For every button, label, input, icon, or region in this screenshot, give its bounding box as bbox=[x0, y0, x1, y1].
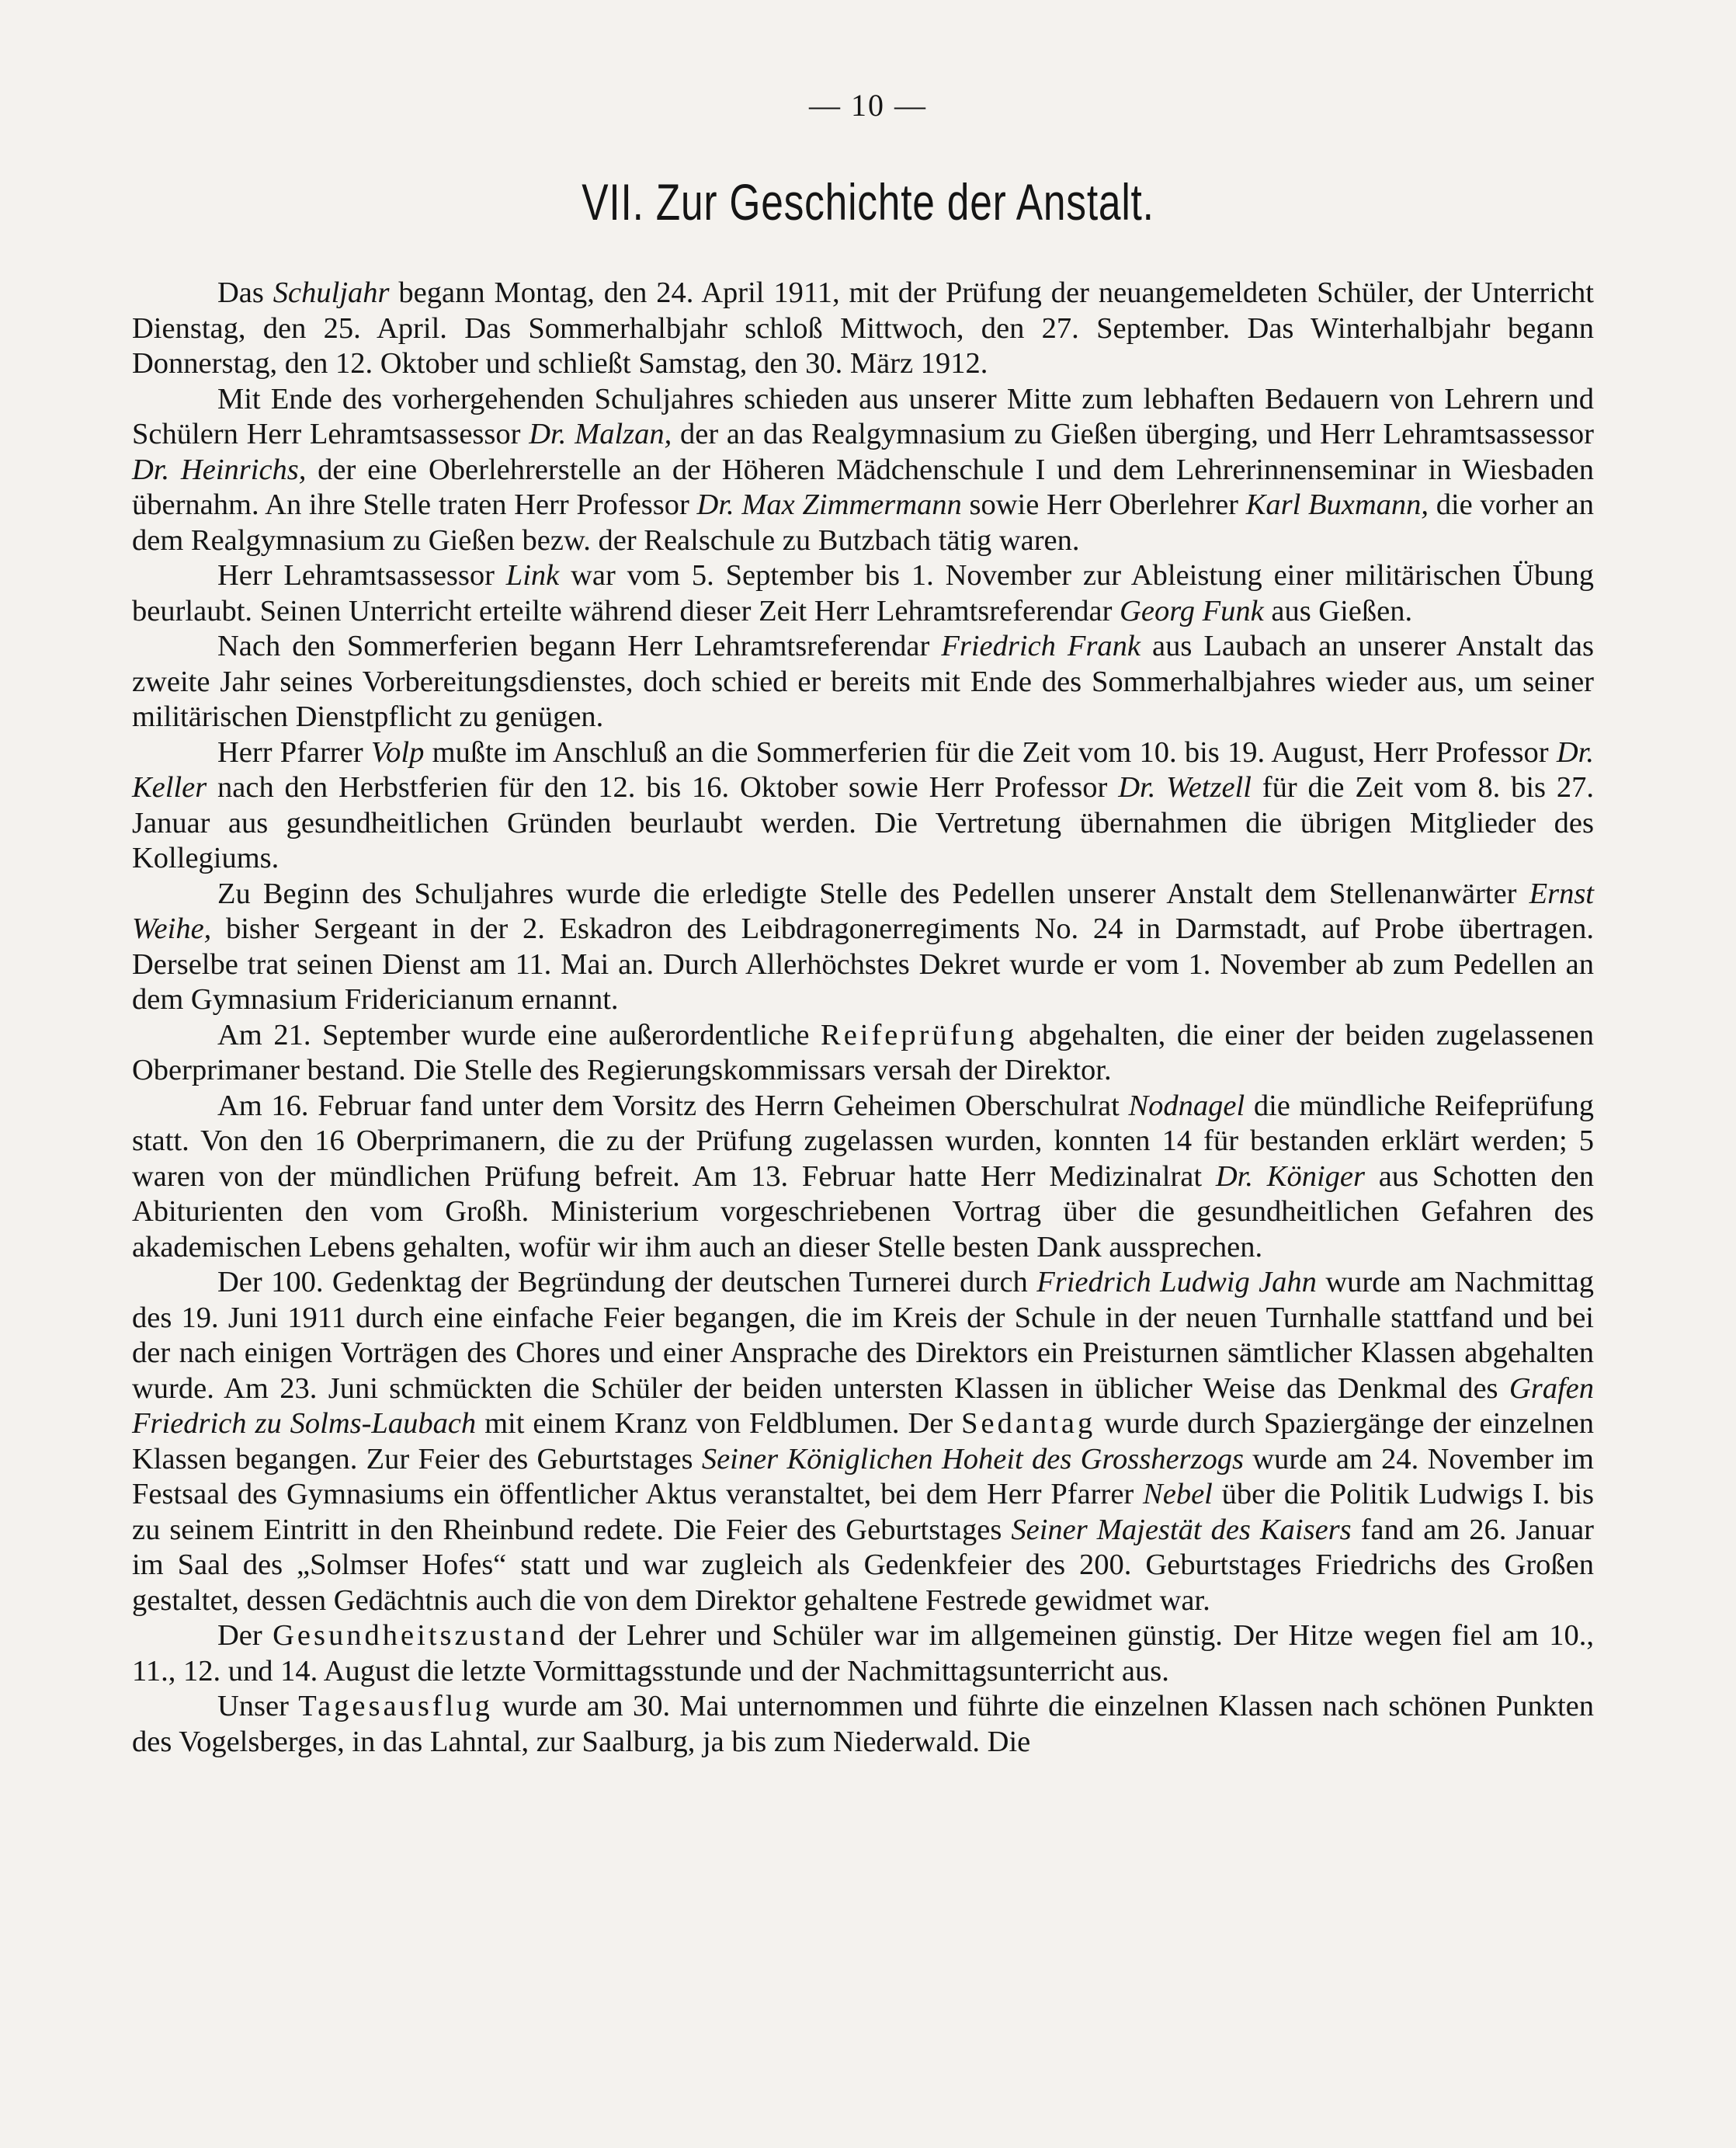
text-run: Herr Lehramtsassessor bbox=[217, 559, 506, 592]
italic-name: Dr. Keller bbox=[132, 735, 1595, 804]
text-run: abgehalten, die einer der beiden zugelassenen Oberprimaner bestand. Die Stelle des Regierungskommissars versah der Direktor. bbox=[132, 1018, 1594, 1086]
text-run: Unser bbox=[217, 1690, 299, 1722]
text-run: der eine Oberlehrerstelle an der Höheren Mädchenschule I und dem Lehrerinnenseminar in Wiesbaden übernahm. An ihre Stelle traten Herr Professor bbox=[132, 453, 1594, 521]
text-run: Der bbox=[217, 1619, 273, 1652]
italic-name: Nebel bbox=[1143, 1478, 1213, 1510]
text-run: fand am 26. Januar im Saal des „Solmser Hofes“ statt und war zugleich als Gedenkfeier des 200. Geburtstages Friedrichs des Großen gestaltet, dessen Gedächtnis auch die von dem Direktor gehaltene Festrede gewidmet war. bbox=[132, 1513, 1594, 1617]
paragraph bbox=[132, 877, 1594, 1018]
italic-name: Link bbox=[505, 559, 560, 592]
paragraph bbox=[132, 1089, 1594, 1266]
italic-name: Seiner Königlichen Hoheit des Grossherzogs bbox=[701, 1442, 1245, 1475]
page-number: — 10 — bbox=[809, 88, 927, 123]
text-run: aus Laubach an unserer Anstalt das zweite Jahr seines Vorbereitungsdienstes, doch schied er bereits mit Ende des Sommerhalbjahres wieder aus, um seiner militärischen Dienstpflicht zu genügen. bbox=[132, 630, 1594, 733]
italic-name: Friedrich Frank bbox=[941, 630, 1141, 662]
text-run: Herr Pfarrer bbox=[217, 735, 371, 769]
text-run: war vom 5. September bis 1. November zur Ableistung einer militärischen Übung beurlaubt. Seinen Unterricht erteilte während dieser Zeit Herr Lehramtsreferendar bbox=[132, 559, 1594, 627]
spaced-emphasis: Sedantag bbox=[961, 1407, 1096, 1440]
italic-name: Volp bbox=[370, 735, 425, 769]
text-run: sowie Herr Oberlehrer bbox=[961, 488, 1246, 521]
italic-name: Grafen Friedrich zu Solms-Laubach bbox=[132, 1371, 1594, 1440]
italic-name: Friedrich Ludwig Jahn bbox=[1036, 1266, 1317, 1298]
text-run: Am 16. Februar fand unter dem Vorsitz des Herrn Geheimen Oberschulrat bbox=[217, 1089, 1129, 1122]
spaced-emphasis: Gesundheitszustand bbox=[273, 1619, 568, 1652]
text-run: aus Schotten den Abiturienten den vom Großh. Ministerium vorgeschriebenen Vortrag über die gesundheitlichen Gefahren des akademischen Lebens gehalten, wofür wir ihm auch an dieser Stelle besten Dank aussprechen. bbox=[132, 1159, 1595, 1263]
italic-name: Ernst Weihe, bbox=[132, 877, 1594, 945]
text-run: die vorher an dem Realgymnasium zu Gießen bezw. der Realschule zu Butzbach tätig waren. bbox=[132, 488, 1594, 557]
spaced-emphasis: Tagesausflug bbox=[298, 1690, 493, 1722]
text-run: der an das Realgymnasium zu Gießen überging, und Herr Lehramtsassessor bbox=[672, 418, 1594, 450]
paragraph bbox=[132, 1689, 1594, 1760]
text-run: Der 100. Gedenktag der Begründung der deutschen Turnerei durch bbox=[217, 1266, 1037, 1298]
italic-name: Dr. Max Zimmermann bbox=[696, 488, 962, 521]
italic-name: Schuljahr bbox=[273, 276, 390, 309]
text-run: nach den Herbstferien für den 12. bis 16. Oktober sowie Herr Professor bbox=[207, 771, 1119, 804]
text-run: mit einem Kranz von Feldblumen. Der bbox=[476, 1407, 962, 1440]
paragraph bbox=[132, 276, 1594, 382]
text-run: wurde am Nachmittag des 19. Juni 1911 durch eine einfache Feier begangen, die im Kreis der Schule in der neuen Turnhalle stattfand und bei der nach einigen Vorträgen des Chores und einer Ansprache des Direktors ein Preisturnen sämtlicher Klassen abgehalten wurde. Am 23. Juni schmückten die Schüler der beiden untersten Klassen in üblicher Weise das Denkmal des bbox=[132, 1266, 1594, 1405]
text-run: die mündliche Reifeprüfung statt. Von den 16 Oberprimanern, die zu der Prüfung zugelassen wurden, konnten 14 für bestanden erklärt werden; 5 waren von der mündlichen Prüfung befreit. Am 13. Februar hatte Herr Medizinalrat bbox=[132, 1089, 1594, 1193]
paragraph bbox=[132, 382, 1594, 559]
paragraph bbox=[132, 1618, 1594, 1689]
text-run: mußte im Anschluß an die Sommerferien für die Zeit vom 10. bis 19. August, Herr Professor bbox=[424, 735, 1557, 769]
text-run: Am 21. September wurde eine außerordentliche bbox=[217, 1018, 821, 1051]
text-run: Das bbox=[217, 276, 273, 309]
paragraph bbox=[132, 735, 1594, 877]
text-run: Zu Beginn des Schuljahres wurde die erledigte Stelle des Pedellen unserer Anstalt dem Stellenanwärter bbox=[217, 877, 1529, 910]
spaced-emphasis: Reifeprüfung bbox=[821, 1018, 1018, 1051]
italic-name: Dr. Heinrichs, bbox=[132, 453, 307, 486]
italic-name: Dr. Königer bbox=[1215, 1159, 1365, 1193]
text-run: Mit Ende des vorhergehenden Schuljahres schieden aus unserer Mitte zum lebhaften Bedauern von Lehrern und Schülern Herr Lehramtsassessor bbox=[132, 382, 1594, 450]
text-run: Nach den Sommerferien begann Herr Lehramtsreferendar bbox=[217, 630, 942, 662]
paragraph bbox=[132, 629, 1594, 735]
text-run: wurde am 24. November im Festsaal des Gymnasiums ein öffentlicher Aktus veranstaltet, bei dem Herr Pfarrer bbox=[132, 1442, 1595, 1510]
text-run: bisher Sergeant in der 2. Eskadron des Leibdragonerregiments No. 24 in Darmstadt, auf Probe übertragen. Derselbe trat seinen Dienst am 11. Mai an. Durch Allerhöchstes Dekret wurde er vom 1. November ab zum Pedellen an dem Gymnasium Fridericianum ernannt. bbox=[132, 912, 1594, 1016]
italic-name: Seiner Majestät des Kaisers bbox=[1011, 1513, 1352, 1546]
text-run: wurde durch Spaziergänge der einzelnen Klassen begangen. Zur Feier des Geburtstages bbox=[132, 1407, 1595, 1475]
italic-name: Georg Funk bbox=[1120, 594, 1264, 627]
italic-name: Karl Buxmann, bbox=[1245, 488, 1429, 521]
text-run: wurde am 30. Mai unternommen und führte die einzelnen Klassen nach schönen Punkten des Vogelsberges, in das Lahntal, zur Saalburg, ja bis zum Niederwald. Die bbox=[132, 1690, 1594, 1758]
body-text bbox=[132, 276, 1594, 1760]
text-run: für die Zeit vom 8. bis 27. Januar aus gesundheitlichen Gründen beurlaubt werden. Die Vertretung übernahmen die übrigen Mitglieder des Kollegiums. bbox=[132, 771, 1594, 874]
text-run: der Lehrer und Schüler war im allgemeinen günstig. Der Hitze wegen fiel am 10., 11., 12. und 14. August die letzte Vormittagsstunde und der Nachmittagsunterricht aus. bbox=[132, 1619, 1594, 1687]
text-run: über die Politik Ludwigs I. bis zu seinem Eintritt in den Rheinbund redete. Die Feier des Geburtstages bbox=[132, 1478, 1594, 1546]
italic-name: Nodnagel bbox=[1128, 1089, 1245, 1122]
paragraph bbox=[132, 558, 1594, 629]
italic-name: Dr. Wetzell bbox=[1118, 771, 1252, 804]
text-run: begann Montag, den 24. April 1911, mit der Prüfung der neuangemeldeten Schüler, der Unterricht Dienstag, den 25. April. Das Sommerhalbjahr schloß Mittwoch, den 27. September. Das Winterhalbjahr begann Donnerstag, den 12. Oktober und schließt Samstag, den 30. März 1912. bbox=[132, 276, 1595, 380]
italic-name: Dr. Malzan, bbox=[529, 418, 672, 450]
section-title: VII. Zur Geschichte der Anstalt. bbox=[582, 173, 1154, 231]
paragraph bbox=[132, 1265, 1594, 1618]
text-run: aus Gießen. bbox=[1263, 594, 1413, 627]
paragraph bbox=[132, 1018, 1594, 1089]
